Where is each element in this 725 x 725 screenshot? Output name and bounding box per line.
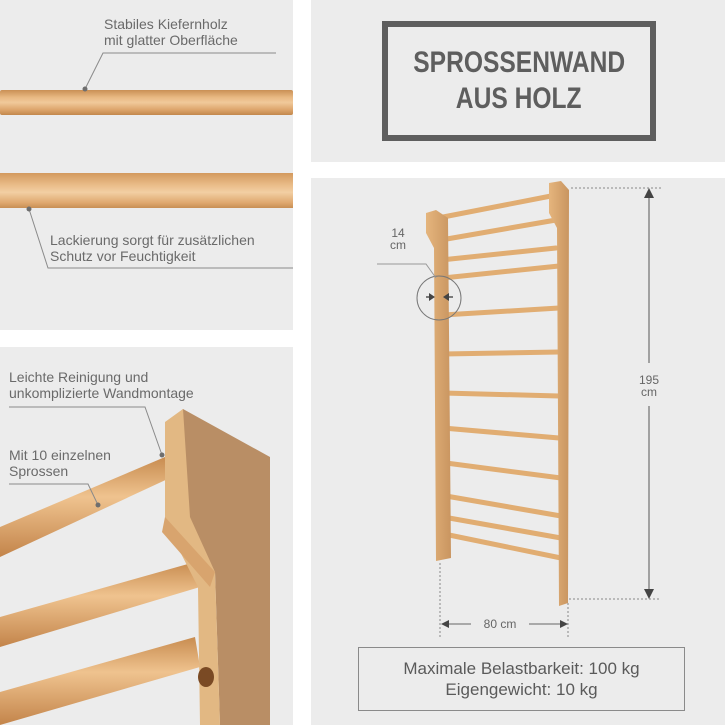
panel-title (311, 0, 725, 162)
title-line-1: SPROSSENWAND (413, 46, 625, 79)
panel-wood-details (0, 0, 293, 330)
caption-line: Sprossen (9, 463, 69, 479)
spec-weight: Eigengewicht: 10 kg (445, 680, 598, 699)
dimension-height-label (634, 374, 664, 398)
caption-line: Stabiles Kiefernholz (104, 16, 228, 32)
callout-lines-closeup (0, 347, 293, 725)
dimension-width-label: 80 cm (483, 617, 517, 631)
dimension-value: 195 (638, 373, 660, 387)
specs-box (358, 647, 685, 711)
dimension-value: 14 (391, 226, 405, 240)
dimension-depth-label (383, 227, 413, 251)
caption-line: Leichte Reinigung und (9, 369, 149, 385)
caption-line: Lackierung sorgt für zusätzlichen (50, 232, 255, 248)
caption-line: mit glatter Oberfläche (104, 32, 238, 48)
title-line-2: AUS HOLZ (456, 82, 582, 115)
wall-bars-drawing (311, 178, 725, 725)
dimension-unit: cm (390, 238, 406, 252)
callout-lines (0, 0, 293, 330)
spec-max-load: Maximale Belastbarkeit: 100 kg (403, 659, 640, 678)
caption-line: unkomplizierte Wandmontage (9, 385, 194, 401)
dimension-unit: cm (641, 385, 657, 399)
panel-closeup (0, 347, 293, 725)
title-frame (382, 21, 656, 141)
caption-line: Schutz vor Feuchtigkeit (50, 248, 196, 264)
caption-line: Mit 10 einzelnen (9, 447, 111, 463)
panel-dimensions (311, 178, 725, 725)
